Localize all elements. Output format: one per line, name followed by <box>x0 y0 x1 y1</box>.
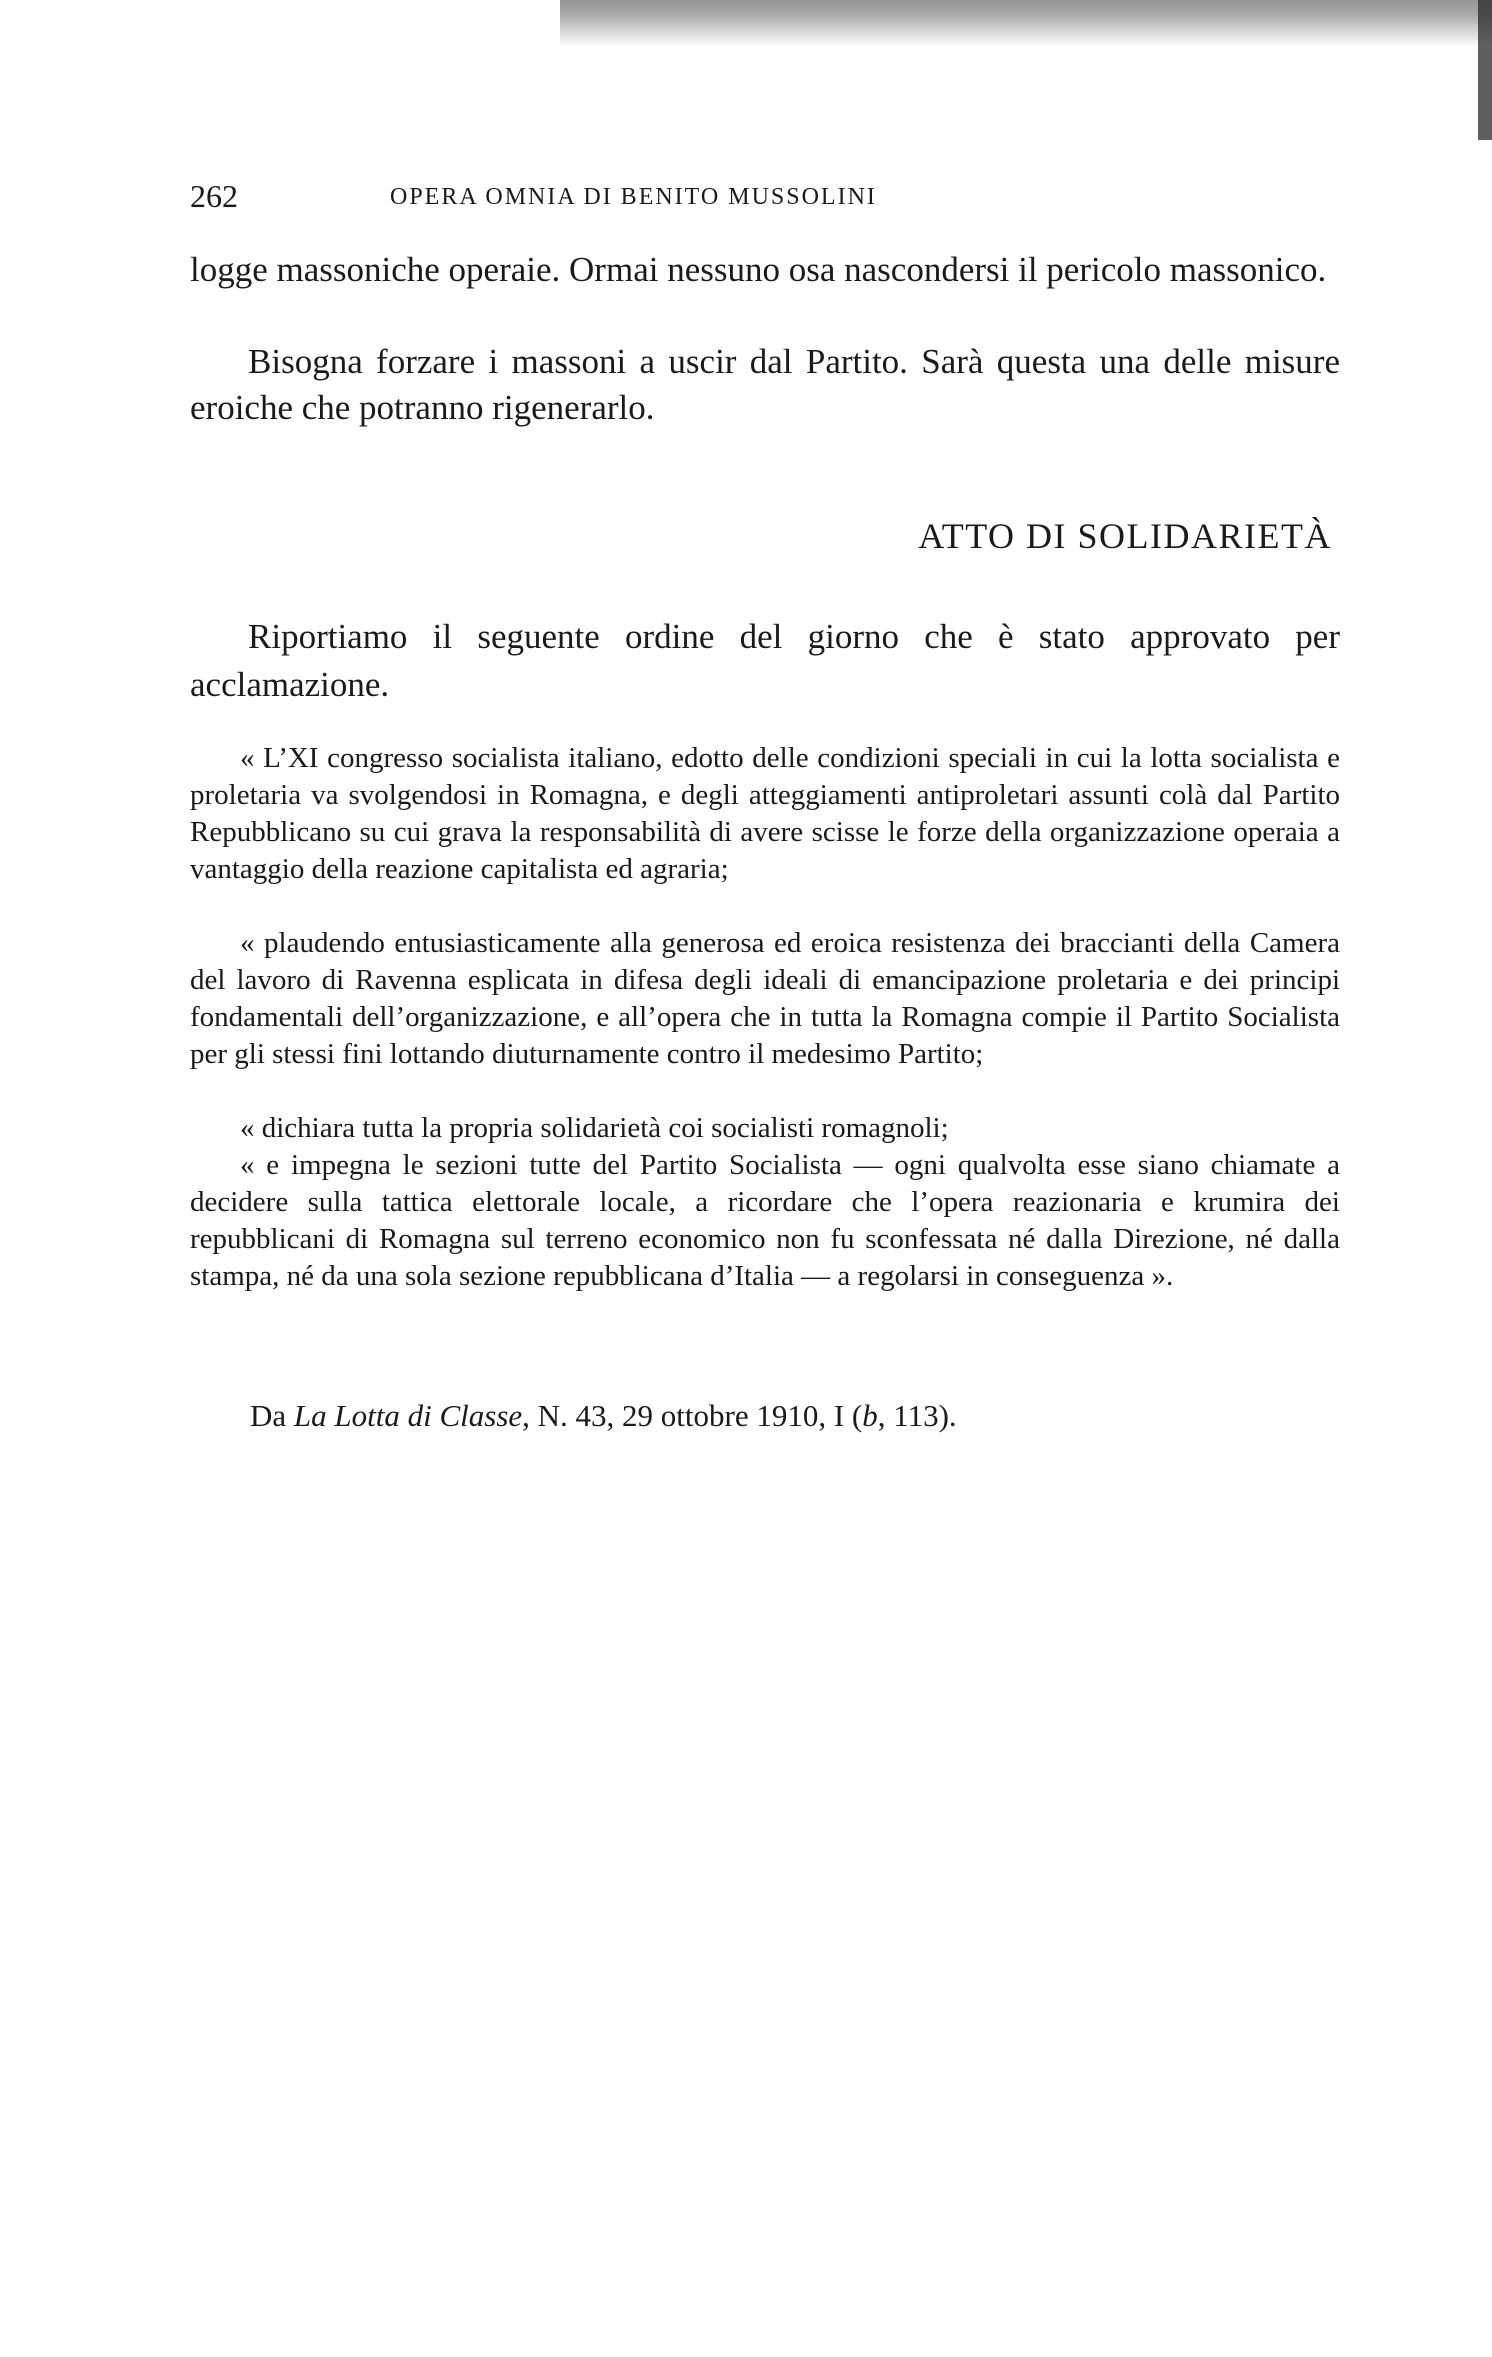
paragraph-massoni-2: Bisogna forzare i massoni a uscir dal Partito. Sarà questa una delle misure eroiche che potranno rigenerarlo. <box>190 342 1340 427</box>
scan-shadow-top <box>560 0 1492 46</box>
section-intro: Riportiamo il seguente ordine del giorno che è stato approvato per acclamazione. <box>190 617 1340 704</box>
resolution-paragraph-4: « e impegna le sezioni tutte del Partito Socialista — ogni qualvolta esse siano chiamate a decidere sulla tattica elettorale locale, a ricordare che l’opera reazionaria e krumira dei repubblicani di Romagna sul terreno economico non fu sconfessata né dalla Direzione, né dalla stampa, né da una sola sezione repubblicana d’Italia — a regolarsi in conseguenza ». <box>190 1149 1340 1292</box>
resolution-paragraph-1: « L’XI congresso socialista italiano, edotto delle condizioni speciali in cui la lotta socialista e proletaria va svolgendosi in Romagna, e degli atteggiamenti antiproletari assunti colà dal Partito Repubblicano su cui grava la responsabilità di avere scisse le forze della organizzazione operaia a vantaggio della reazione capitalista ed agraria; <box>190 742 1340 885</box>
source-suffix: , 113). <box>877 1398 957 1433</box>
section-title: ATTO DI SOLIDARIETÀ <box>918 516 1332 556</box>
book-title: OPERA OMNIA DI BENITO MUSSOLINI <box>390 184 877 210</box>
source-publication: La Lotta di Classe <box>293 1398 523 1433</box>
running-head <box>190 178 1345 228</box>
resolution-paragraph-3: « dichiara tutta la propria solidarietà coi socialisti romagnoli; <box>240 1112 949 1144</box>
page-number: 262 <box>190 178 238 214</box>
source-prefix: Da <box>250 1398 294 1433</box>
resolution-paragraph-2: « plaudendo entusiasticamente alla generosa ed eroica resistenza dei braccianti della Camera del lavoro di Ravenna esplicata in difesa degli ideali di emancipazione proletaria e dei principi fondamentali dell’organizzazione, e all’opera che in tutta la Romagna compie il Partito Socialista per gli stessi fini lottando diuturnamente contro il medesimo Partito; <box>190 927 1340 1070</box>
source-ref-letter: b <box>862 1398 878 1433</box>
scan-shadow-corner <box>1478 0 1492 140</box>
source-details: , N. 43, 29 ottobre 1910, I ( <box>522 1398 863 1433</box>
paragraph-massoni-1: logge massoniche operaie. Ormai nessuno osa nascondersi il pericolo massonico. <box>190 250 1327 289</box>
source-citation <box>250 1398 1350 1434</box>
